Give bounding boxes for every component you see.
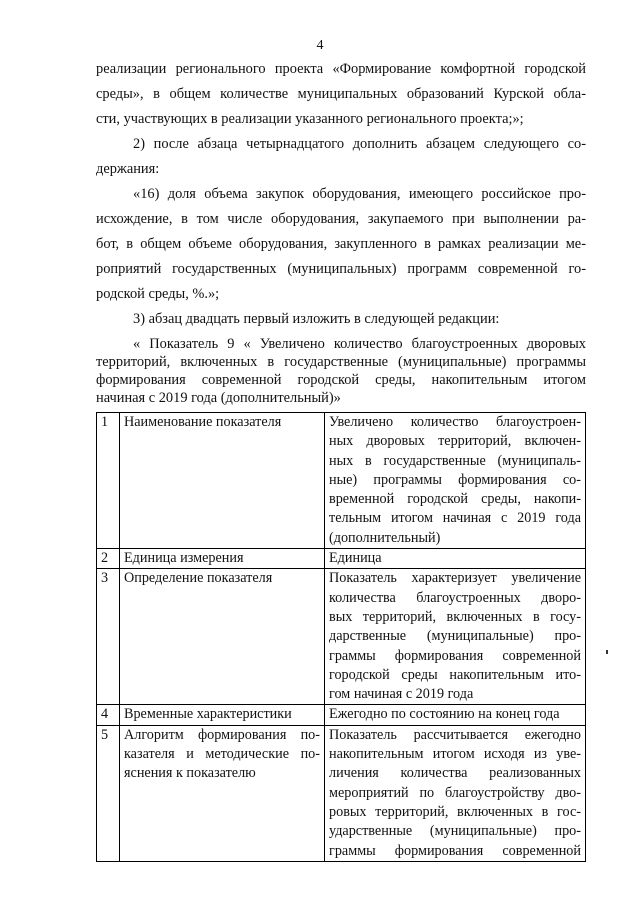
row-name: Алгоритм формирования по- казателя и методические по- яснения к показателю bbox=[120, 725, 325, 861]
paragraph-line: среды», в общем количестве муниципальных образований Курской обла- bbox=[96, 86, 586, 102]
row-value: Увеличено количество благоустроен- ных дворовых территорий, включен- ных в государственные (муниципаль- ные) программы формирования со- временной городской среды, накопи- тельным итогом начиная с 2019 года (дополнительный) bbox=[325, 413, 586, 549]
paragraph-line: держания: bbox=[96, 161, 160, 177]
page-number: 4 bbox=[316, 38, 324, 53]
row-name: Наименование показателя bbox=[120, 413, 325, 549]
paragraph-line: «16) доля объема закупок оборудования, имеющего российское про- bbox=[133, 186, 586, 202]
paragraph-line: исхождение, в том числе оборудования, закупаемого при выполнении ра- bbox=[96, 211, 586, 227]
row-number: 5 bbox=[97, 725, 120, 861]
paragraph-line: формирования современной городской среды, накопительным итогом bbox=[96, 372, 586, 388]
row-name: Временные характеристики bbox=[120, 705, 325, 725]
table-row bbox=[97, 549, 586, 569]
paragraph-line: бот, в общем объеме оборудования, закупленного в рамках реализации ме- bbox=[96, 236, 586, 252]
row-value: Показатель рассчитывается ежегодно накопительным итогом исходя из уве- личения количества реализованных мероприятий по благоустройству дво- ровых территорий, включенных в гос- ударственные (муниципальные) про- граммы формирования современной bbox=[325, 725, 586, 861]
row-number: 4 bbox=[97, 705, 120, 725]
table-row bbox=[97, 705, 586, 725]
row-name: Единица измерения bbox=[120, 549, 325, 569]
paragraph-line: 2) после абзаца четырнадцатого дополнить абзацем следующего со- bbox=[133, 136, 586, 152]
indicator-table bbox=[96, 412, 586, 862]
row-name: Определение показателя bbox=[120, 569, 325, 705]
paragraph-line: родской среды, %.»; bbox=[96, 286, 220, 302]
table-row bbox=[97, 725, 586, 861]
paragraph-line: роприятий государственных (муниципальных) программ современной го- bbox=[96, 261, 586, 277]
row-number: 1 bbox=[97, 413, 120, 549]
table-row bbox=[97, 413, 586, 549]
paragraph-line: 3) абзац двадцать первый изложить в следующей редакции: bbox=[133, 311, 500, 327]
row-value: Ежегодно по состоянию на конец года bbox=[325, 705, 586, 725]
paragraph-line: реализации регионального проекта «Формирование комфортной городской bbox=[96, 61, 586, 77]
row-number: 2 bbox=[97, 549, 120, 569]
row-number: 3 bbox=[97, 569, 120, 705]
row-value: Показатель характеризует увеличение количества благоустроенных дворо- вых территорий, включенных в госу- дарственные (муниципальные) про- граммы формирования современной городской среды накопительным ито- гом начиная с 2019 года bbox=[325, 569, 586, 705]
paragraph-line: « Показатель 9 « Увеличено количество благоустроенных дворовых bbox=[133, 336, 586, 352]
table-row bbox=[97, 569, 586, 705]
paragraph-line: территорий, включенных в государственные (муниципальные) программы bbox=[96, 354, 586, 370]
paragraph-line: сти, участвующих в реализации указанного регионального проекта;»; bbox=[96, 111, 524, 127]
paragraph-line: начиная с 2019 года (дополнительный)» bbox=[96, 390, 341, 406]
scan-speck bbox=[606, 650, 608, 654]
row-value: Единица bbox=[325, 549, 586, 569]
